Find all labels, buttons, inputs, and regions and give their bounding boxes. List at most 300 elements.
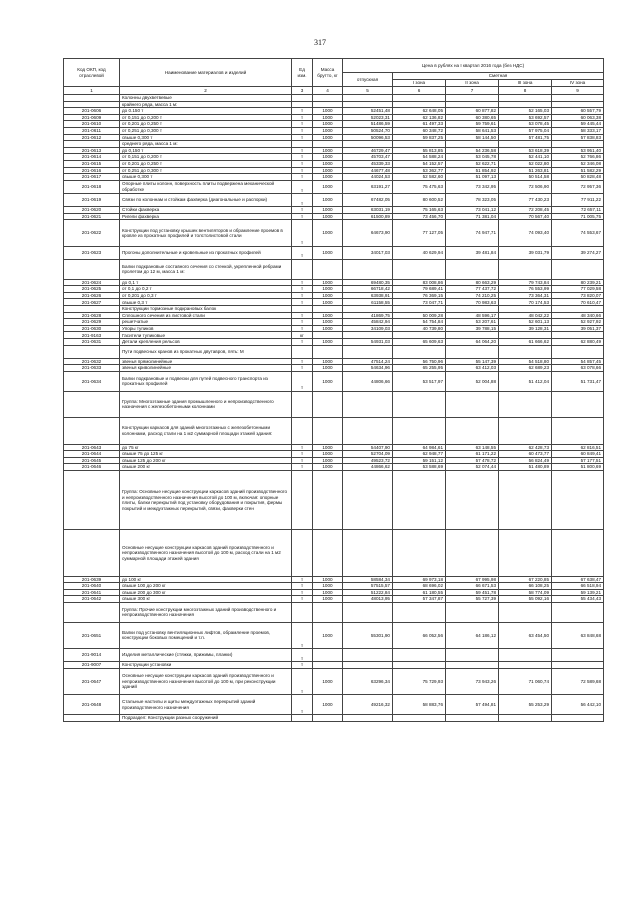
zone-1-price-cell [393, 306, 446, 313]
table-row [64, 174, 604, 181]
unit-cell: т [292, 246, 313, 259]
mass-cell: 1000 [313, 154, 343, 161]
release-price-cell: 63191,27 [343, 180, 393, 193]
code-cell [64, 715, 120, 722]
zone-3-price-cell: 56 824,49 [499, 457, 552, 464]
zone-1-price-cell [393, 259, 446, 279]
code-cell: 201-0610 [64, 121, 120, 128]
zone-1-price-cell: 83 008,86 [393, 279, 446, 286]
release-price-cell [343, 95, 393, 102]
release-price-cell: 49216,32 [343, 695, 393, 715]
unit-cell: т [292, 147, 313, 154]
zone-2-price-cell [446, 418, 499, 444]
zone-3-price-cell: 66 108,25 [499, 583, 552, 590]
release-price-cell: 57515,57 [343, 583, 393, 590]
name-cell: Балки подкрановые и подвески для путей подвесного транспорта из прокатных профилей [120, 371, 292, 391]
zone-1-price-cell: 53 362,77 [393, 167, 446, 174]
zone-1-price-cell: 62 648,05 [393, 108, 446, 115]
zone-4-price-cell: 51 800,69 [552, 464, 604, 471]
release-price-cell: 41869,75 [343, 312, 393, 319]
zone-4-price-cell: 48 340,66 [552, 312, 604, 319]
release-price-cell: 55301,90 [343, 622, 393, 648]
zone-4-price-cell: 74 553,67 [552, 220, 604, 246]
code-cell [64, 530, 120, 576]
mass-cell: 1000 [313, 312, 343, 319]
mass-cell [313, 95, 343, 102]
table-row [64, 695, 604, 715]
zone-2-price-cell [446, 101, 499, 108]
unit-cell: т [292, 286, 313, 293]
zone-2-price-cell: 77 437,72 [446, 286, 499, 293]
name-cell: до 75 кг [120, 444, 292, 451]
zone-4-price-cell [552, 715, 604, 722]
zone-4-price-cell: 63 078,66 [552, 365, 604, 372]
zone-3-price-cell: 55 092,16 [499, 596, 552, 603]
zone-4-price-cell: 67 638,47 [552, 576, 604, 583]
section-row [64, 418, 604, 444]
unit-cell: т [292, 464, 313, 471]
zone-3-price-cell: 58 774,09 [499, 589, 552, 596]
code-cell [64, 345, 120, 358]
zone-3-price-cell: 63 454,50 [499, 622, 552, 648]
unit-cell [292, 306, 313, 313]
zone-3-price-cell: 79 743,84 [499, 279, 552, 286]
zone-3-price-cell [499, 101, 552, 108]
zone-1-price-cell: 80 600,52 [393, 193, 446, 206]
release-price-cell: 47514,24 [343, 358, 393, 365]
name-cell: Связи по колоннам и стойкам фахверка (диагональные и распорки) [120, 193, 292, 206]
code-cell: 201-9163 [64, 332, 120, 339]
code-cell: 201-0624 [64, 279, 120, 286]
zone-1-price-cell [393, 141, 446, 148]
unit-cell [292, 101, 313, 108]
release-price-cell: 51222,84 [343, 589, 393, 596]
release-price-cell: 50524,70 [343, 127, 393, 134]
zone-1-price-cell: 75 729,93 [393, 668, 446, 694]
zone-3-price-cell [499, 259, 552, 279]
code-cell: 201-0617 [64, 174, 120, 181]
zone-3-price-cell: 39 031,79 [499, 246, 552, 259]
zone-1-price-cell [393, 662, 446, 669]
code-cell: 201-0626 [64, 292, 120, 299]
zone-1-price-cell: 52 582,60 [393, 174, 446, 181]
zone-2-price-cell [446, 530, 499, 576]
zone-1-price-cell: 62 136,82 [393, 114, 446, 121]
code-cell: 201-0623 [64, 246, 120, 259]
release-price-cell: 34109,03 [343, 325, 393, 332]
mass-cell: 1000 [313, 207, 343, 214]
zone-4-price-cell: 39 274,27 [552, 246, 604, 259]
zone-4-price-cell [552, 649, 604, 662]
zone-4-price-cell: 62 816,51 [552, 444, 604, 451]
release-price-cell: 45842,94 [343, 319, 393, 326]
name-cell: Конструкции тормозные подкрановых балок [120, 306, 292, 313]
table-row [64, 312, 604, 319]
table-row [64, 662, 604, 669]
mass-cell: 1000 [313, 576, 343, 583]
zone-3-price-cell: 57 975,04 [499, 127, 552, 134]
zone-1-price-cell: 61 497,33 [393, 121, 446, 128]
unit-cell: т [292, 220, 313, 246]
section-row [64, 391, 604, 417]
name-cell: свыше 75 до 125 кг [120, 451, 292, 458]
release-price-cell: 49523,72 [343, 457, 393, 464]
table-row [64, 371, 604, 391]
zone-4-price-cell [552, 662, 604, 669]
mass-cell: 1000 [313, 695, 343, 715]
zone-4-price-cell [552, 95, 604, 102]
zone-3-price-cell: 62 428,73 [499, 444, 552, 451]
zone-2-price-cell: 60 380,65 [446, 114, 499, 121]
zone-4-price-cell: 60 849,41 [552, 451, 604, 458]
column-number: 6 [393, 87, 446, 95]
unit-cell [292, 715, 313, 722]
unit-cell: т [292, 160, 313, 167]
section-row [64, 95, 604, 102]
zone-2-price-cell [446, 715, 499, 722]
code-cell [64, 306, 120, 313]
zone-3-price-cell: 74 093,40 [499, 220, 552, 246]
header-name: Наименование материалов и изделий [120, 59, 292, 87]
unit-cell: т [292, 339, 313, 346]
zone-3-price-cell: 73 364,31 [499, 292, 552, 299]
zone-2-price-cell: 70 983,63 [446, 299, 499, 306]
unit-cell: т [292, 134, 313, 141]
table-row [64, 358, 604, 365]
mass-cell: 1000 [313, 319, 343, 326]
name-cell: свыше 0,3 т [120, 299, 292, 306]
zone-3-price-cell: 39 128,31 [499, 325, 552, 332]
unit-cell: т [292, 622, 313, 648]
zone-1-price-cell: 59 151,12 [393, 457, 446, 464]
section-row [64, 345, 604, 358]
zone-4-price-cell: 54 857,45 [552, 358, 604, 365]
zone-1-price-cell [393, 345, 446, 358]
code-cell: 201-0643 [64, 444, 120, 451]
zone-3-price-cell: 51 263,81 [499, 167, 552, 174]
zone-4-price-cell [552, 345, 604, 358]
zone-1-price-cell: 53 588,69 [393, 464, 446, 471]
release-price-cell: 46729,47 [343, 147, 393, 154]
zone-2-price-cell: 51 854,92 [446, 167, 499, 174]
code-cell: 201-0611 [64, 127, 120, 134]
mass-cell [313, 141, 343, 148]
section-row [64, 715, 604, 722]
release-price-cell: 45703,47 [343, 154, 393, 161]
zone-4-price-cell: 73 820,07 [552, 292, 604, 299]
header-zone-2: II зона [446, 80, 499, 87]
unit-cell: т [292, 457, 313, 464]
code-cell: 201-0620 [64, 207, 120, 214]
name-cell: свыше 0,300 т [120, 134, 292, 141]
section-row [64, 470, 604, 529]
zone-2-price-cell: 55 147,39 [446, 358, 499, 365]
code-cell: 201-0633 [64, 365, 120, 372]
table-row [64, 444, 604, 451]
code-cell: 201-0615 [64, 160, 120, 167]
unit-cell: т [292, 108, 313, 115]
zone-1-price-cell [393, 602, 446, 622]
release-price-cell: 54634,96 [343, 365, 393, 372]
name-cell: среднего ряда, масса 1 м: [120, 141, 292, 148]
code-cell: 201-0645 [64, 457, 120, 464]
release-price-cell: 44866,62 [343, 464, 393, 471]
unit-cell: т [292, 207, 313, 214]
name-cell: свыше 0,300 т [120, 174, 292, 181]
zone-3-price-cell: 50 514,58 [499, 174, 552, 181]
zone-2-price-cell: 53 045,78 [446, 154, 499, 161]
zone-1-price-cell: 76 369,15 [393, 292, 446, 299]
zone-4-price-cell [552, 391, 604, 417]
zone-1-price-cell [393, 101, 446, 108]
zone-3-price-cell: 61 666,62 [499, 339, 552, 346]
header-zone-4: IV зона [552, 80, 604, 87]
release-price-cell: 66718,42 [343, 286, 393, 293]
zone-2-price-cell: 73 342,95 [446, 180, 499, 193]
zone-1-price-cell: 54 588,24 [393, 154, 446, 161]
column-number-row [64, 87, 604, 95]
mass-cell: 1000 [313, 213, 343, 220]
zone-4-price-cell: 63 848,68 [552, 622, 604, 648]
table-row [64, 319, 604, 326]
zone-1-price-cell [393, 95, 446, 102]
zone-2-price-cell: 73 041,12 [446, 207, 499, 214]
zone-2-price-cell: 61 171,22 [446, 451, 499, 458]
zone-1-price-cell: 65 255,95 [393, 365, 446, 372]
zone-1-price-cell [393, 530, 446, 576]
zone-1-price-cell: 69 973,18 [393, 576, 446, 583]
code-cell: 201-0625 [64, 286, 120, 293]
zone-2-price-cell: 58 641,53 [446, 127, 499, 134]
zone-3-price-cell [499, 715, 552, 722]
zone-3-price-cell: 53 692,57 [499, 114, 552, 121]
mass-cell: 1000 [313, 220, 343, 246]
name-cell: Группа: Основные несущие конструкции каркасов зданий производственного и непроизводственного назначения высотой до 100 м, включая: опорные плиты, балки перекрытий под установку оборудования и покрытия, фермы покрытий и междуэтажных перекрытий, связи, фахверки стен [120, 470, 292, 529]
zone-2-price-cell: 58 144,50 [446, 134, 499, 141]
release-price-cell: 61500,89 [343, 213, 393, 220]
unit-cell: т [292, 167, 313, 174]
column-number: 2 [120, 87, 292, 95]
zone-3-price-cell: 55 253,29 [499, 695, 552, 715]
mass-cell: 1000 [313, 246, 343, 259]
zone-1-price-cell: 56 750,96 [393, 358, 446, 365]
mass-cell [313, 306, 343, 313]
name-cell: от 0,201 до 0,250 т [120, 160, 292, 167]
release-price-cell: 44677,48 [343, 167, 393, 174]
zone-4-price-cell [552, 530, 604, 576]
zone-2-price-cell: 74 947,71 [446, 220, 499, 246]
zone-1-price-cell: 66 052,56 [393, 622, 446, 648]
name-cell: от 0,251 до 0,300 т [120, 167, 292, 174]
name-cell: Упоры тупиков [120, 325, 292, 332]
release-price-cell [343, 391, 393, 417]
unit-cell [292, 95, 313, 102]
name-cell: Основные несущие конструкции каркасов зданий производственного и непроизводственного назначения высотой до 100 м, при реконструкции зданий [120, 668, 292, 694]
zone-2-price-cell [446, 662, 499, 669]
zone-2-price-cell: 39 788,15 [446, 325, 499, 332]
mass-cell: 1000 [313, 286, 343, 293]
name-cell: Конструкции каркасов для зданий многоэтажных с железобетонными колоннами, расход стали на 1 м2 суммарной площади этажей здания: [120, 418, 292, 444]
zone-4-price-cell: 70 610,47 [552, 299, 604, 306]
column-number: 1 [64, 87, 120, 95]
code-cell: 201-9014 [64, 649, 120, 662]
zone-3-price-cell: 70 567,40 [499, 213, 552, 220]
unit-cell [292, 141, 313, 148]
name-cell: от 0,151 до 0,200 т [120, 114, 292, 121]
zone-1-price-cell: 58 883,76 [393, 695, 446, 715]
table-row [64, 160, 604, 167]
unit-cell: т [292, 213, 313, 220]
zone-4-price-cell: 66 518,94 [552, 583, 604, 590]
code-cell: 201-0613 [64, 147, 120, 154]
name-cell: от 0,201 до 0,3 т [120, 292, 292, 299]
zone-1-price-cell [393, 649, 446, 662]
zone-4-price-cell [552, 259, 604, 279]
zone-2-price-cell: 54 236,58 [446, 147, 499, 154]
zone-4-price-cell: 60 063,38 [552, 114, 604, 121]
code-cell [64, 418, 120, 444]
name-cell: свыше 300 кг [120, 596, 292, 603]
mass-cell: 1000 [313, 596, 343, 603]
zone-2-price-cell: 55 727,39 [446, 596, 499, 603]
table-row [64, 292, 604, 299]
code-cell: 201-0621 [64, 213, 120, 220]
unit-cell [292, 602, 313, 622]
release-price-cell [343, 602, 393, 622]
unit-cell [292, 470, 313, 529]
table-row [64, 167, 604, 174]
zone-4-price-cell [552, 141, 604, 148]
header-unit: Ед изм. [292, 59, 313, 87]
code-cell: 201-0630 [64, 325, 120, 332]
name-cell: Гасители тупиковые [120, 332, 292, 339]
unit-cell [292, 418, 313, 444]
mass-cell: 1000 [313, 292, 343, 299]
release-price-cell [343, 306, 393, 313]
mass-cell [313, 602, 343, 622]
name-cell: Прогоны дополнительные и кровельные из прокатных профилей [120, 246, 292, 259]
zone-3-price-cell: 52 441,10 [499, 154, 552, 161]
name-cell: Стойки фахверка [120, 207, 292, 214]
code-cell: 201-0612 [64, 134, 120, 141]
release-price-cell: 52451,48 [343, 108, 393, 115]
zone-3-price-cell [499, 470, 552, 529]
unit-cell [292, 259, 313, 279]
unit-cell: т [292, 174, 313, 181]
zone-1-price-cell: 40 739,80 [393, 325, 446, 332]
header-estimate-price: Сметная [393, 73, 604, 80]
section-row [64, 141, 604, 148]
code-cell: 201-9007 [64, 662, 120, 669]
unit-cell: т [292, 180, 313, 193]
unit-cell: т [292, 668, 313, 694]
code-cell [64, 259, 120, 279]
table-row [64, 180, 604, 193]
release-price-cell [343, 259, 393, 279]
zone-1-price-cell: 53 517,97 [393, 371, 446, 391]
mass-cell [313, 391, 343, 417]
code-cell: 201-0647 [64, 668, 120, 694]
name-cell: свыше 200 до 300 кг [120, 589, 292, 596]
name-cell: Колонны двухветвевые [120, 95, 292, 102]
release-price-cell: 63296,34 [343, 668, 393, 694]
zone-3-price-cell [499, 649, 552, 662]
release-price-cell: 51486,59 [343, 121, 393, 128]
table-row [64, 332, 604, 339]
release-price-cell: 61158,55 [343, 299, 393, 306]
zone-2-price-cell: 64 186,12 [446, 622, 499, 648]
release-price-cell [343, 470, 393, 529]
code-cell [64, 141, 120, 148]
zone-2-price-cell: 57 494,81 [446, 695, 499, 715]
table-row [64, 576, 604, 583]
zone-1-price-cell: 77 127,05 [393, 220, 446, 246]
release-price-cell [343, 141, 393, 148]
zone-2-price-cell: 59 451,78 [446, 589, 499, 596]
zone-2-price-cell: 39 481,84 [446, 246, 499, 259]
zone-1-price-cell: 61 180,55 [393, 589, 446, 596]
zone-3-price-cell: 52 165,03 [499, 108, 552, 115]
column-number: 4 [313, 87, 343, 95]
table-row [64, 668, 604, 694]
name-cell: Валки под установку вентиляционных лифтов, обрамление проемов, конструкции боковых помещений и т.п. [120, 622, 292, 648]
code-cell: 201-0609 [64, 114, 120, 121]
unit-cell: т [292, 589, 313, 596]
unit-cell: т [292, 279, 313, 286]
zone-4-price-cell: 71 005,75 [552, 213, 604, 220]
zone-4-price-cell: 52 766,86 [552, 154, 604, 161]
code-cell: 201-0616 [64, 167, 120, 174]
mass-cell: 1000 [313, 167, 343, 174]
table-row [64, 596, 604, 603]
table-row [64, 213, 604, 220]
zone-2-price-cell [446, 306, 499, 313]
zone-4-price-cell: 77 911,22 [552, 193, 604, 206]
zone-1-price-cell [393, 470, 446, 529]
release-price-cell: 45339,33 [343, 160, 393, 167]
table-body [64, 95, 604, 722]
code-cell: 201-0614 [64, 154, 120, 161]
mass-cell: 1000 [313, 444, 343, 451]
release-price-cell: 44024,53 [343, 174, 393, 181]
unit-cell: т [292, 114, 313, 121]
table-row [64, 339, 604, 346]
name-cell: Конструкции под установку крышек вентиляторов и обрамление проемов в кровле из прокатных профилей и толстолистовой стали [120, 220, 292, 246]
zone-3-price-cell: 54 518,80 [499, 358, 552, 365]
name-cell: Группа: Многоэтажные здания промышленного и непроизводственного назначения с железобетонными колоннами [120, 391, 292, 417]
code-cell: 201-0639 [64, 576, 120, 583]
mass-cell: 1000 [313, 279, 343, 286]
table-row [64, 649, 604, 662]
zone-1-price-cell: 73 456,70 [393, 213, 446, 220]
name-cell: Подраздел: Конструкции разных сооружений [120, 715, 292, 722]
zone-2-price-cell [446, 391, 499, 417]
zone-1-price-cell: 75 475,63 [393, 180, 446, 193]
zone-1-price-cell [393, 715, 446, 722]
name-cell: решетчатые [120, 319, 292, 326]
table-row [64, 279, 604, 286]
table-row [64, 583, 604, 590]
zone-2-price-cell: 59 759,61 [446, 121, 499, 128]
zone-2-price-cell [446, 470, 499, 529]
code-cell: 201-0618 [64, 180, 120, 193]
code-cell: 201-0646 [64, 464, 120, 471]
mass-cell: 1000 [313, 668, 343, 694]
zone-4-price-cell: 51 731,47 [552, 371, 604, 391]
code-cell: 201-0644 [64, 451, 120, 458]
unit-cell: т [292, 127, 313, 134]
code-cell: 201-0634 [64, 371, 120, 391]
